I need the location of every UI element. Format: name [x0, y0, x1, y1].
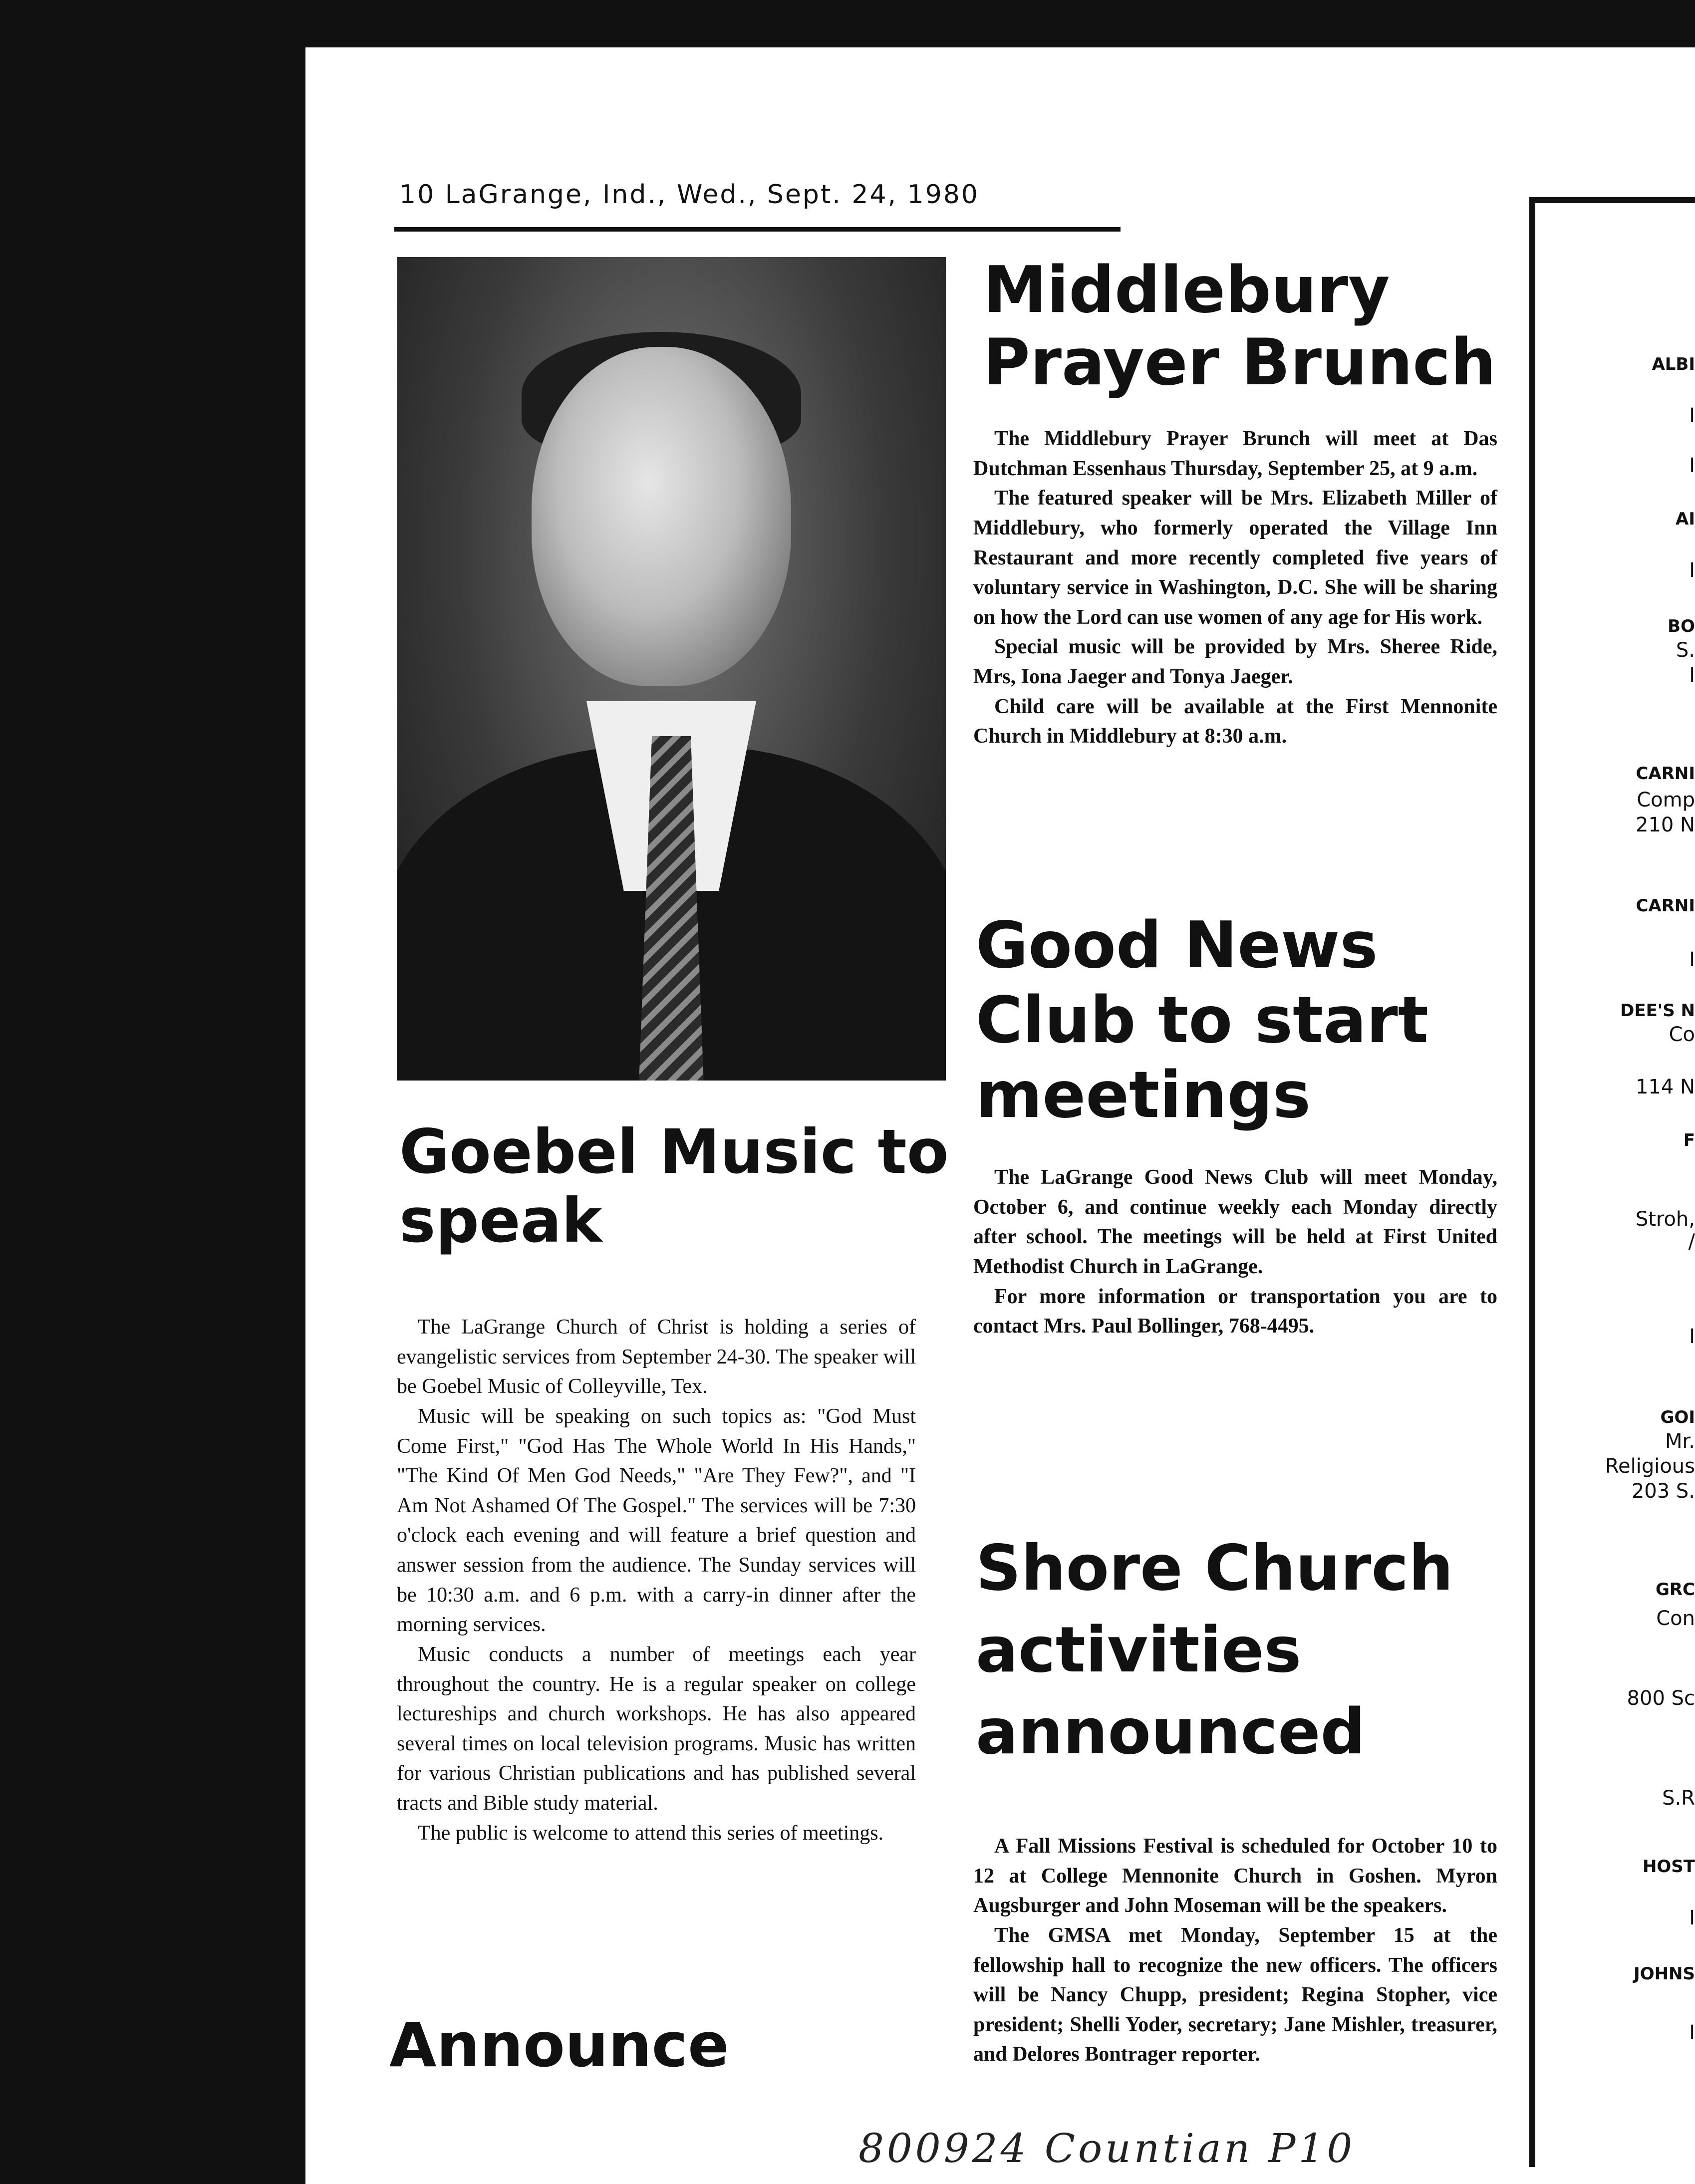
adjacent-column-text: / [1688, 1230, 1695, 1253]
adjacent-column-text: I [1689, 1325, 1695, 1348]
article-paragraph: Special music will be provided by Mrs. Sheree Ride, Mrs, Iona Jaeger and Tonya Jaeger. [973, 635, 1497, 688]
shore-headline: Shore Church activities announced [976, 1531, 1453, 1768]
adjacent-column-text: I [1689, 948, 1695, 971]
adjacent-column-text: CARNI [1636, 896, 1695, 916]
adjacent-column-text: I [1689, 404, 1695, 427]
adjacent-column-text: 800 Sc [1627, 1687, 1695, 1710]
adjacent-column-text: I [1689, 664, 1695, 687]
adjacent-column-text: I [1689, 559, 1695, 582]
adjacent-column-text: 210 N [1636, 814, 1695, 836]
dateline-rule [394, 227, 1121, 232]
adjacent-column-text: S.R [1662, 1787, 1695, 1810]
adjacent-column-text: JOHNS [1634, 1964, 1695, 1984]
goodnews-article [973, 1163, 1497, 1342]
article-paragraph: The LaGrange Good News Club will meet Monday, October 6, and continue weekly each Monday directly after school. The meetings will be held at First United Methodist Church in LaGrange. [973, 1166, 1497, 1278]
adjacent-column-text: Comp [1637, 789, 1695, 812]
adjacent-column-text: I [1689, 454, 1695, 477]
adjacent-column-text: Mr. [1665, 1430, 1695, 1453]
adjacent-column-text: Co [1669, 1023, 1695, 1046]
adjacent-column-text: I [1689, 1907, 1695, 1929]
article-paragraph: For more information or transportation you are to contact Mrs. Paul Bollinger, 768-4495. [973, 1285, 1497, 1338]
adjacent-column-text: I [1689, 2021, 1695, 2044]
goebel-headline: Goebel Music to speak [399, 1116, 949, 1256]
adjacent-column-text: GRC [1655, 1580, 1695, 1600]
adjacent-column-rule [1529, 201, 1535, 2167]
shore-article [973, 1832, 1497, 2151]
article-paragraph: A Fall Missions Festival is scheduled for October 10 to 12 at College Mennonite Church in Goshen. Myron Augsburger and John Moseman will be the speakers. [973, 1835, 1497, 1917]
adjacent-column-text: 203 S. [1631, 1480, 1695, 1503]
adjacent-column-text: Religious [1605, 1455, 1695, 1478]
dateline: 10 LaGrange, Ind., Wed., Sept. 24, 1980 [399, 180, 979, 210]
adjacent-column-text: DEE'S N [1620, 1001, 1695, 1021]
goodnews-headline: Good News Club to start meetings [976, 908, 1428, 1132]
adjacent-column-text: HOST [1642, 1857, 1695, 1877]
article-paragraph: The Middlebury Prayer Brunch will meet at Das Dutchman Essenhaus Thursday, September 25, at 9 a.m. [973, 427, 1497, 480]
middlebury-article [973, 424, 1497, 752]
article-paragraph: Music conducts a number of meetings each year throughout the country. He is a regular speaker on college lectureships and church workshops. He has also appeared several times on local television programs. Music has written for various Christian publications and has published several tracts and Bible study material. [397, 1642, 916, 1815]
adjacent-column-text: GOI [1660, 1407, 1695, 1427]
adjacent-column-text: S. [1676, 639, 1695, 662]
adjacent-column-text: AI [1676, 509, 1695, 529]
article-paragraph: The featured speaker will be Mrs. Elizabeth Miller of Middlebury, who formerly operated the Village Inn Restaurant and more recently completed five years of voluntary service in Washington, D.C. She will be sharing on how the Lord can use women of any age for His work. [973, 487, 1497, 629]
article-paragraph: Child care will be available at the First Mennonite Church in Middlebury at 8:30 a.m. [973, 695, 1497, 748]
article-paragraph: The public is welcome to attend this series of meetings. [418, 1821, 884, 1845]
adjacent-column-rule-top [1529, 197, 1695, 203]
photo-face [532, 347, 791, 686]
article-paragraph: The GMSA met Monday, September 15 at the fellowship hall to recognize the new officers. The officers will be Nancy Chupp, president; Regina Stopher, vice president; Shelli Yoder, secretary; Jane Mishler, treasurer, and Delores Bontrager reporter. [973, 1923, 1497, 2066]
adjacent-column-text: Con [1656, 1607, 1695, 1630]
goebel-article [397, 1313, 916, 1848]
announce-headline: Announce [389, 2010, 729, 2081]
adjacent-column-text: 114 N [1636, 1076, 1695, 1098]
adjacent-column-fragment [1542, 349, 1695, 2146]
adjacent-column-text: ALBI [1652, 354, 1695, 374]
scan-border-top [305, 0, 1695, 47]
handwritten-note: 800924 Countian P10 [858, 2125, 1356, 2172]
adjacent-column-text: Stroh, [1635, 1208, 1695, 1231]
adjacent-column-text: F [1683, 1130, 1695, 1150]
adjacent-column-text: BO [1668, 616, 1695, 636]
scan-border-left [0, 0, 305, 2184]
article-paragraph: The LaGrange Church of Christ is holding a series of evangelistic services from September 24-30. The speaker will be Goebel Music of Colleyville, Tex. [397, 1316, 916, 1398]
middlebury-headline: Middlebury Prayer Brunch [983, 253, 1496, 400]
portrait-photo [397, 257, 946, 1081]
article-paragraph: Music will be speaking on such topics as: "God Must Come First," "God Has The Whole World In His Hands," "The Kind Of Men God Needs," "Are They Few?", and "I Am Not Ashamed Of The Gospel." The services will be 7:30 o'clock each evening and will feature a brief question and answer session from the audience. The Sunday services will be 10:30 a.m. and 6 p.m. with a carry-in dinner after the morning services. [397, 1404, 916, 1637]
adjacent-column-text: CARNI [1636, 764, 1695, 784]
